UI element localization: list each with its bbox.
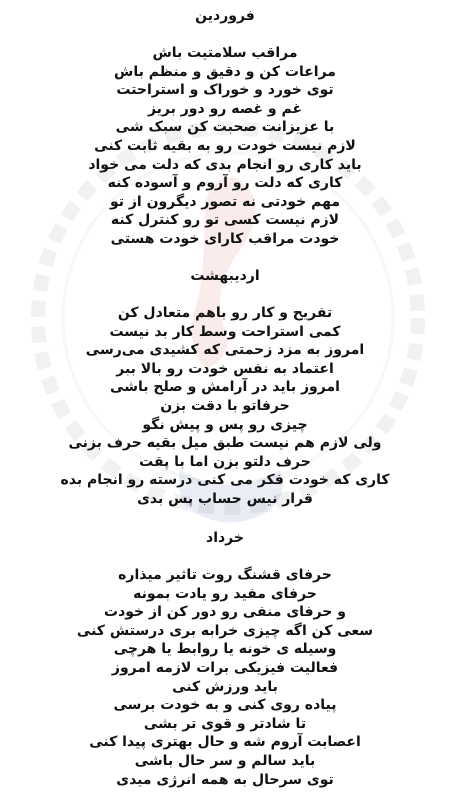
section-ordibehesht bbox=[0, 266, 450, 509]
poem-line: باید سالم و سر حال باشی bbox=[134, 752, 316, 769]
poem-line: کاری که خودت فکر می کنی درسته رو انجام بده bbox=[60, 472, 390, 489]
poem-line: اعصابت آروم شه و حال بهتری پیدا کنی bbox=[89, 734, 361, 751]
line-list bbox=[0, 44, 450, 249]
poem-line: حرفاتو با دقت بزن bbox=[160, 397, 290, 414]
poem-line: توی خورد و خوراک و استراحتت bbox=[116, 82, 334, 99]
section-title: اردیبهشت bbox=[190, 268, 260, 284]
poem-line: خودت مراقب کارای خودت هستی bbox=[110, 230, 340, 247]
poem-line: با عزیزانت صحبت کن سبک شی bbox=[115, 119, 335, 136]
section-farvardin bbox=[0, 6, 450, 249]
section-khordad bbox=[0, 528, 450, 789]
poem-line: چیزی رو پس و پیش نگو bbox=[142, 416, 308, 433]
poem-line: اعتماد به نفس خودت رو بالا ببر bbox=[116, 360, 334, 377]
poem-line: حرف دلتو بزن اما با پقت bbox=[139, 453, 311, 470]
poem-line: مراقب سلامتیت باش bbox=[152, 45, 298, 61]
poem-line: لازم نیست کسی تو رو کنترل کنه bbox=[110, 212, 340, 229]
poem-line: مهم خودتی نه تصور دیگرون از تو bbox=[109, 193, 341, 210]
section-title: خرداد bbox=[206, 530, 244, 546]
poem-line: تفریح و کار رو باهم متعادل کن bbox=[117, 305, 333, 321]
poem-line: باید ورزش کنی bbox=[172, 678, 278, 695]
poem-line: لازم نیست خودت رو به بقیه ثابت کنی bbox=[94, 137, 356, 154]
section-title: فروردین bbox=[195, 8, 255, 24]
poem-line: کمی استراحت وسط کار بد نیست bbox=[109, 323, 341, 340]
poem-line: کاری که دلت رو آروم و آسوده کنه bbox=[107, 175, 343, 192]
poem-line: تا شادتر و قوی تر بشی bbox=[143, 715, 307, 732]
poem-line: پیاده روی کنی و به خودت برسی bbox=[113, 697, 337, 714]
poem-line: و حرفای منفی رو دور کن از خودت bbox=[104, 604, 346, 621]
line-list bbox=[0, 304, 450, 509]
line-list bbox=[0, 566, 450, 789]
poem-line: قرار نیس حساب پس بدی bbox=[137, 490, 313, 507]
poem-line: حرفای مفید رو یادت بمونه bbox=[133, 585, 317, 602]
poem-line: ولی لازم هم نیست طبق میل بقیه حرف بزنی bbox=[68, 435, 382, 452]
poem-line: امروز به مزد زحمتی که کشیدی می‌رسی bbox=[85, 342, 365, 359]
poem-line: باید کاری رو انجام بدی که دلت می خواد bbox=[88, 156, 362, 173]
poem-line: حرفای قشنگ روت تاثیر میذاره bbox=[118, 567, 332, 583]
poem-line: توی سرحال به همه انرژی میدی bbox=[116, 771, 334, 788]
poem-line: مراعات کن و دقیق و منظم باش bbox=[114, 63, 336, 80]
poem-line: امروز باید در آرامش و صلح باشی bbox=[110, 379, 340, 396]
poem-line: وسیله ی خونه یا روابط یا هرچی bbox=[113, 641, 337, 658]
poem-line: فعالیت فیزیکی برات لازمه امروز bbox=[111, 659, 339, 676]
poem-line: غم و غصه رو دور بریز bbox=[147, 100, 303, 117]
poem-line: سعی کن اگه چیزی خرابه بری درستش کنی bbox=[76, 622, 374, 639]
